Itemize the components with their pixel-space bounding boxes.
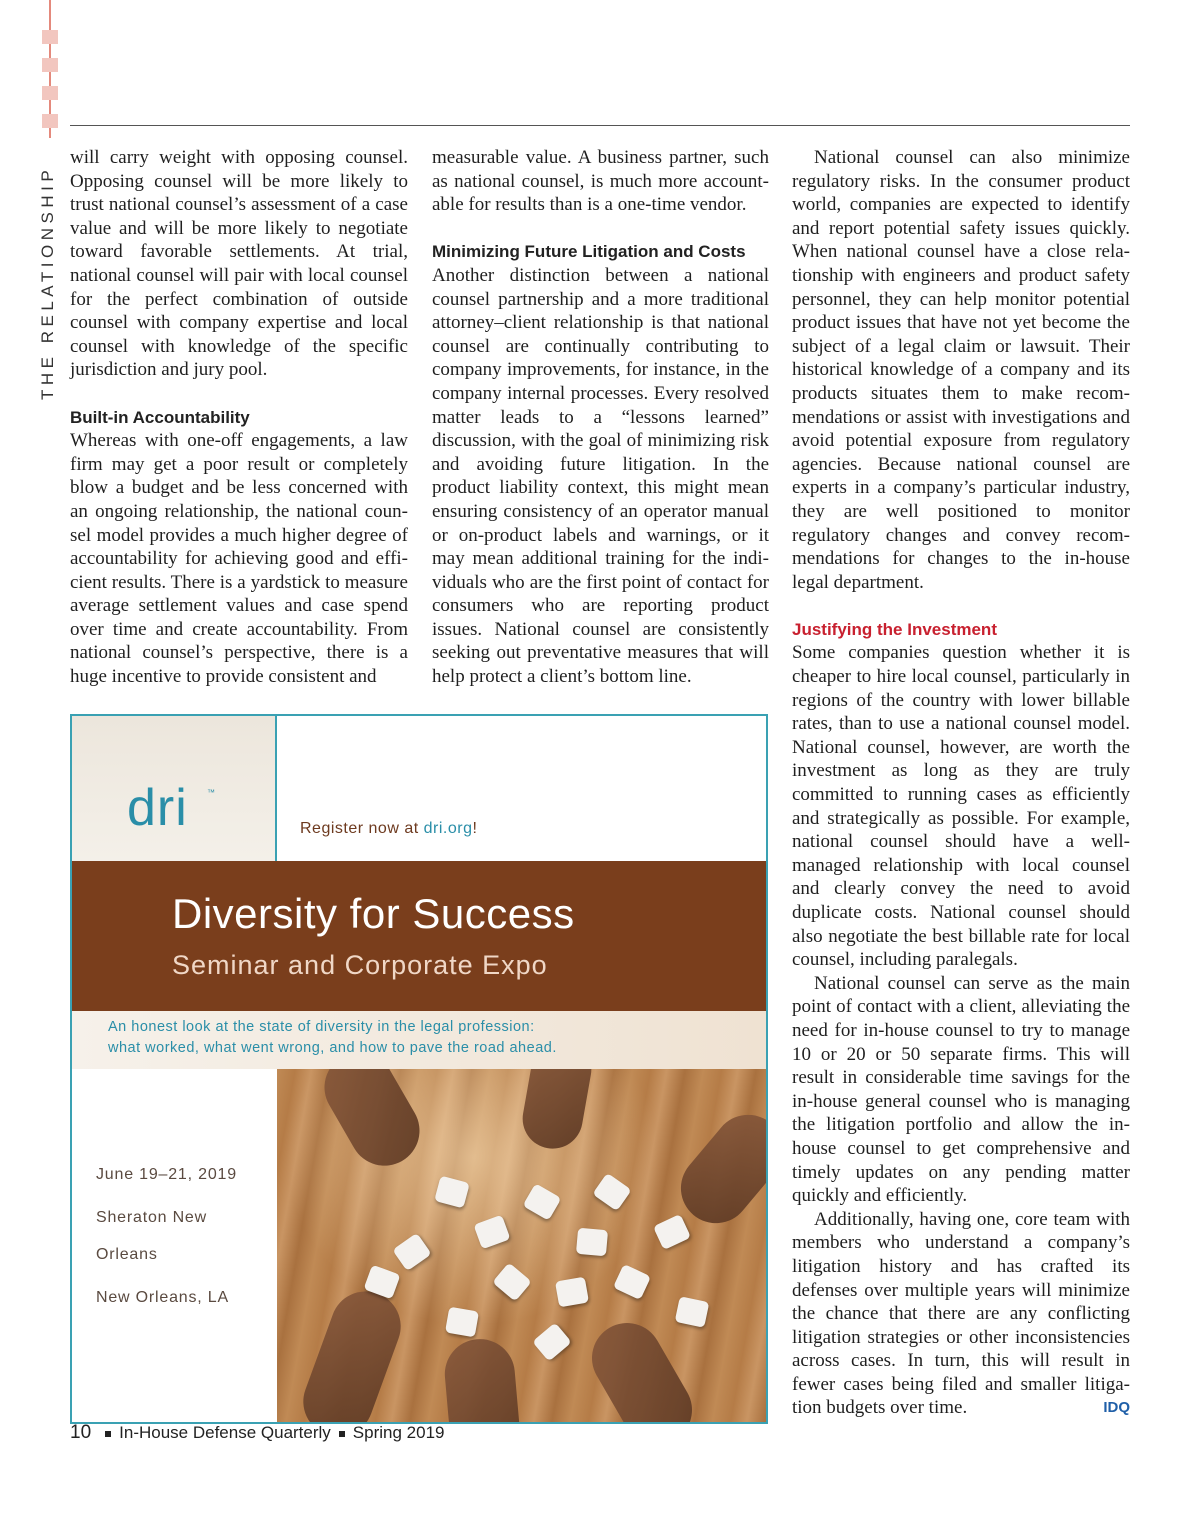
- section-heading: Justifying the Investment: [792, 619, 997, 639]
- tagline-line: what worked, what went wrong, and how to pave the road ahead.: [108, 1040, 557, 1056]
- paragraph: Some companies question whether it is cheaper to hire local counsel, particularly in regions of the country with lower billable rates, than to use a national counsel model. National counsel, however, are worth the investment as long as they are truly committed to running cases as efficiently and strategically as possible. For example, national counsel should have a well-managed relationship with local counsel and clearly convey the need to avoid duplicate costs. National counsel should also negotiate the best billable rate for local counsel, including paralegals.: [792, 642, 1130, 971]
- paragraph: National counsel can also minimize regulatory risks. In the consumer product world, companies are expected to identify and report potential safety issues quickly. When national counsel have a close relationship with engineers and product safety personnel, they can help monitor potential product issues that have not yet become the subject of a legal claim or lawsuit. Their historical knowledge of a company and its products situates them to make recommendations or assist with investigations and avoid potential exposure from regulatory agencies. Because national counsel are experts in a company’s particular industry, they are well positioned to monitor regulatory changes and convey recommendations for changes to the in-house legal department.: [792, 147, 1130, 593]
- page-number: 10: [70, 1422, 92, 1443]
- event-location: New Orleans, LA: [96, 1289, 229, 1306]
- separator-icon: [105, 1431, 111, 1437]
- dri-advertisement[interactable]: [70, 714, 768, 1424]
- paragraph: measurable value. A business partner, such as national counsel, is much more accountable for results than is a one-time vendor.: [432, 147, 769, 216]
- separator-icon: [339, 1431, 345, 1437]
- paragraph: Another distinction between a national counsel partnership and a more traditional attorney–client relationship is that national counsel are continually contributing to company improvements, for instance, in the company internal processes. Every resolved matter leads to a “lessons learned” discussion, with the goal of minimizing risk and avoiding future litigation. In the product liability context, this might mean ensuring consistency of an operator manual or on-product labels and warnings, or it may mean additional training for the individuals who are the first point of contact for consumers who are reporting product issues. National counsel are consistently seeking out preventative measures that will help protect a client’s bottom line.: [432, 264, 769, 688]
- section-label: THE RELATIONSHIP: [38, 165, 57, 400]
- top-rule: [70, 125, 1130, 126]
- article-column-1: [70, 146, 408, 689]
- publication-name: In-House Defense Quarterly: [119, 1423, 331, 1442]
- register-text: Register now at dri.org!: [300, 820, 478, 837]
- ad-subtitle: Seminar and Corporate Expo: [172, 950, 548, 980]
- paragraph: will carry weight with opposing counsel. Opposing counsel will be more likely to trust national counsel’s assessment of a case value and will be more likely to negotiate toward favorable settlements. At trial, national counsel will pair with local counsel for the perfect combination of outside counsel with company expertise and local counsel with knowledge of the specific jurisdiction and jury pool.: [70, 147, 408, 381]
- trademark-symbol: ™: [207, 788, 215, 797]
- issue-label: Spring 2019: [352, 1423, 445, 1442]
- paragraph: National counsel can serve as the main point of contact with a client, alleviating the need for in-house counsel to try to manage 10 or 20 or 50 separate firms. This will result in considerable time savings for the in-house general counsel who is managing the litigation portfolio and allow the in-house counsel to get comprehensive and timely updates on any pending matter quickly and efficiently.: [792, 972, 1130, 1207]
- register-link[interactable]: dri.org: [423, 820, 473, 837]
- event-date: June 19–21, 2019: [96, 1166, 237, 1183]
- end-mark-icon: IDQ: [1103, 1399, 1130, 1417]
- ad-title: Diversity for Success: [172, 890, 575, 937]
- tagline-band: [72, 1011, 766, 1069]
- puzzle-hands-photo: [277, 1069, 766, 1422]
- section-marker: [42, 0, 58, 138]
- page-footer: [70, 1422, 444, 1444]
- paragraph: [792, 1208, 1130, 1420]
- dri-logo: dri: [127, 779, 188, 837]
- section-heading: Built-in Accountability: [70, 407, 250, 427]
- event-venue: Sheraton New Orleans: [96, 1209, 207, 1263]
- paragraph: Whereas with one-off engagements, a law firm may get a poor result or completely blow a budget and be less concerned with an ongoing relationship, the national counsel model provides a much higher degree of accountability for achieving good and efficient results. There is a yardstick to measure average settlement values and case spend over time and create accountability. From national counsel’s perspective, there is a huge incentive to provide consistent and: [70, 430, 408, 688]
- article-column-3: [792, 146, 1130, 1420]
- section-heading: Minimizing Future Litigation and Costs: [432, 242, 746, 262]
- article-column-2: [432, 146, 769, 689]
- logo-panel: [72, 716, 277, 861]
- paragraph-text: Additionally, having one, core team with members who understand a company’s litigation history and has crafted its defenses over multiple years will minimize the chance that there are any conflicting litigation strategies or other inconsistencies across cases. In turn, this will result in fewer cases being filed and smaller litigation budgets over time.: [792, 1208, 1130, 1419]
- event-details: [96, 1156, 276, 1322]
- tagline-line: An honest look at the state of diversity in the legal profession:: [108, 1019, 535, 1035]
